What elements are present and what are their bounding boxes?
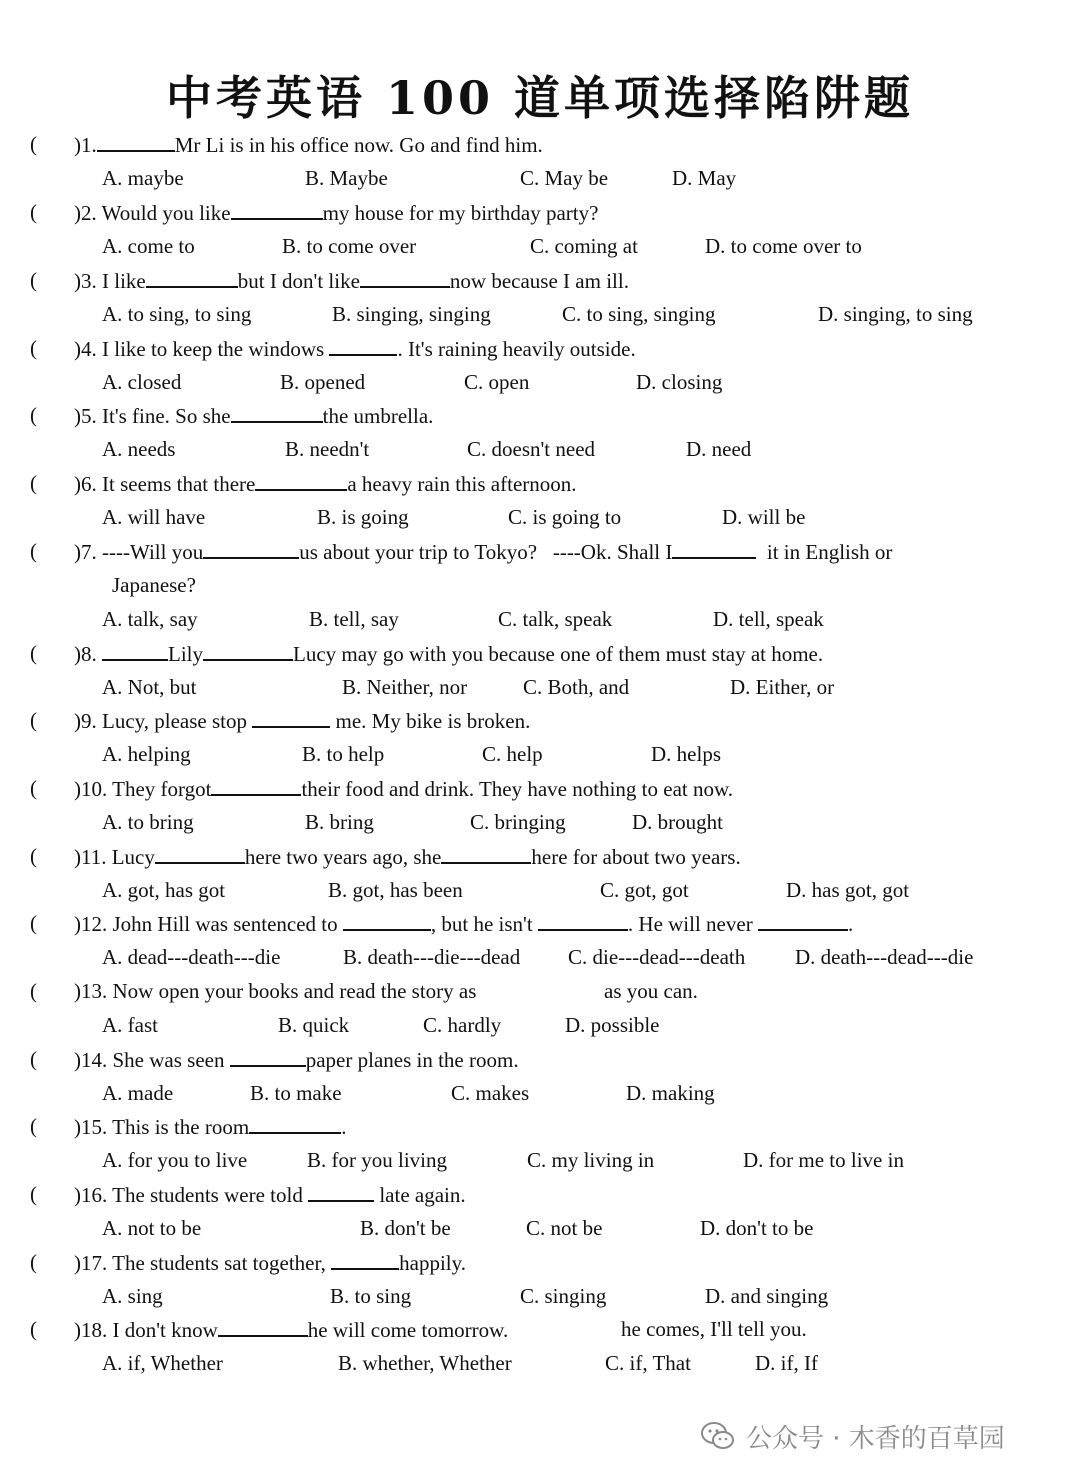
question-6 xyxy=(0,471,1080,505)
answer-bracket: ( xyxy=(30,641,37,665)
question-number: )1. xyxy=(74,133,97,157)
option-c: C. is going to xyxy=(508,505,622,529)
options-10 xyxy=(0,810,1080,844)
option-b: B. Maybe xyxy=(305,166,388,190)
option-b: B. quick xyxy=(278,1013,350,1037)
option-d: D. to come over to xyxy=(705,234,862,258)
options-17 xyxy=(0,1284,1080,1318)
option-d: D. and singing xyxy=(705,1284,829,1308)
option-d: D. will be xyxy=(722,505,806,529)
question-17 xyxy=(0,1250,1080,1284)
option-c: C. doesn't need xyxy=(467,437,596,461)
option-a: A. to sing, to sing xyxy=(102,302,252,326)
blank xyxy=(360,268,450,288)
option-b: B. bring xyxy=(305,810,374,834)
option-c: C. talk, speak xyxy=(498,607,613,631)
answer-bracket: ( xyxy=(30,471,37,495)
question-text: late again. xyxy=(379,1183,466,1207)
option-a: A. got, has got xyxy=(102,878,226,902)
option-a: A. dead---death---die xyxy=(102,945,281,969)
options-1 xyxy=(0,166,1080,200)
question-text: now because I am ill. xyxy=(449,269,629,293)
blank xyxy=(255,471,347,491)
blank xyxy=(538,911,628,931)
option-a: A. needs xyxy=(102,437,176,461)
question-text: he comes, I'll tell you. xyxy=(621,1317,807,1341)
option-c: C. to sing, singing xyxy=(562,302,716,326)
blank xyxy=(230,1047,306,1067)
option-d: D. possible xyxy=(565,1013,660,1037)
option-c: C. hardly xyxy=(423,1013,502,1037)
question-text: happily. xyxy=(399,1251,467,1275)
answer-bracket: ( xyxy=(30,336,37,360)
question-16 xyxy=(0,1182,1080,1216)
option-b: B. got, has been xyxy=(328,878,463,902)
options-3 xyxy=(0,302,1080,336)
option-d: D. brought xyxy=(632,810,723,834)
answer-bracket: ( xyxy=(30,403,37,427)
page-title: 中考英语 100 道单项选择陷阱题 xyxy=(165,71,915,125)
question-text: Mr Li is in his office now. Go and find him. xyxy=(174,133,543,157)
answer-bracket: ( xyxy=(30,776,37,800)
question-number: )3. I like xyxy=(74,269,146,293)
answer-bracket: ( xyxy=(30,979,37,1003)
options-14 xyxy=(0,1081,1080,1115)
option-b: B. to come over xyxy=(282,234,417,258)
answer-bracket: ( xyxy=(30,268,37,292)
watermark-text: 公众号 · 木香的百草园 xyxy=(746,1423,1005,1454)
options-5 xyxy=(0,437,1080,471)
question-text: . It's raining heavily outside. xyxy=(397,337,636,361)
blank xyxy=(211,776,301,796)
blank xyxy=(758,911,848,931)
question-3 xyxy=(0,268,1080,302)
answer-bracket: ( xyxy=(30,1317,37,1341)
question-10 xyxy=(0,776,1080,810)
option-d: D. death---dead---die xyxy=(795,945,974,969)
question-number: )10. They forgot xyxy=(74,777,212,801)
option-d: D. May xyxy=(672,166,737,190)
option-a: A. come to xyxy=(102,234,195,258)
option-a: A. to bring xyxy=(102,810,194,834)
options-2 xyxy=(0,234,1080,268)
question-text: Lily xyxy=(168,642,203,666)
blank xyxy=(441,844,531,864)
option-b: B. to make xyxy=(250,1081,342,1105)
blank xyxy=(146,268,238,288)
option-d: D. closing xyxy=(636,370,723,394)
option-a: A. helping xyxy=(102,742,191,766)
blank xyxy=(203,641,293,661)
option-d: D. tell, speak xyxy=(713,607,824,631)
option-a: A. if, Whether xyxy=(102,1351,223,1375)
question-number: )11. Lucy xyxy=(74,845,155,869)
question-text: ----Ok. Shall I xyxy=(552,540,673,564)
option-b: B. opened xyxy=(280,370,366,394)
option-c: C. got, got xyxy=(600,878,689,902)
blank xyxy=(97,132,175,152)
question-text: it in English or xyxy=(766,540,893,564)
option-a: A. will have xyxy=(102,505,206,529)
answer-bracket: ( xyxy=(30,1047,37,1071)
option-c: C. if, That xyxy=(605,1351,691,1375)
question-text: Japanese? xyxy=(112,573,196,597)
question-9 xyxy=(0,708,1080,742)
option-d: D. Either, or xyxy=(730,675,835,699)
options-8 xyxy=(0,675,1080,709)
question-number: )13. Now open your books and read the story as xyxy=(74,979,477,1003)
question-8 xyxy=(0,641,1080,675)
question-text: the umbrella. xyxy=(322,404,434,428)
option-d: D. has got, got xyxy=(786,878,910,902)
question-12 xyxy=(0,911,1080,945)
answer-bracket: ( xyxy=(30,1250,37,1274)
blank xyxy=(249,1114,341,1134)
option-d: D. need xyxy=(686,437,752,461)
option-b: B. for you living xyxy=(307,1148,447,1172)
answer-bracket: ( xyxy=(30,539,37,563)
question-text: but I don't like xyxy=(237,269,360,293)
option-b: B. to sing xyxy=(330,1284,412,1308)
question-number: )14. She was seen xyxy=(74,1048,225,1072)
question-number: )4. I like to keep the windows xyxy=(74,337,325,361)
option-b: B. don't be xyxy=(360,1216,451,1240)
options-15 xyxy=(0,1148,1080,1182)
option-a: A. closed xyxy=(102,370,182,394)
options-16 xyxy=(0,1216,1080,1250)
option-b: B. death---die---dead xyxy=(343,945,521,969)
answer-bracket: ( xyxy=(30,1114,37,1138)
question-text: paper planes in the room. xyxy=(305,1048,519,1072)
options-7 xyxy=(0,607,1080,641)
question-text: . xyxy=(341,1115,347,1139)
option-d: D. helps xyxy=(651,742,721,766)
question-7-continued xyxy=(0,573,1080,607)
question-text: . He will never xyxy=(627,912,753,936)
answer-bracket: ( xyxy=(30,200,37,224)
question-4 xyxy=(0,336,1080,370)
question-number: )12. John Hill was sentenced to xyxy=(74,912,338,936)
question-number: )15. This is the room xyxy=(74,1115,250,1139)
blank xyxy=(308,1182,374,1202)
option-b: B. Neither, nor xyxy=(342,675,468,699)
question-text: my house for my birthday party? xyxy=(322,201,599,225)
question-text: he will come tomorrow. xyxy=(307,1318,509,1342)
option-c: C. open xyxy=(464,370,530,394)
option-a: A. not to be xyxy=(102,1216,202,1240)
option-a: A. fast xyxy=(102,1013,158,1037)
option-c: C. coming at xyxy=(530,234,638,258)
option-a: A. sing xyxy=(102,1284,163,1308)
blank xyxy=(231,403,323,423)
question-11 xyxy=(0,844,1080,878)
blank xyxy=(343,911,431,931)
question-14 xyxy=(0,1047,1080,1081)
answer-bracket: ( xyxy=(30,911,37,935)
blank xyxy=(672,539,756,559)
watermark xyxy=(700,1418,1005,1454)
option-c: C. bringing xyxy=(470,810,566,834)
option-a: A. Not, but xyxy=(102,675,197,699)
question-13 xyxy=(0,979,1080,1013)
option-b: B. to help xyxy=(302,742,385,766)
options-9 xyxy=(0,742,1080,776)
options-6 xyxy=(0,505,1080,539)
question-text: here two years ago, she xyxy=(244,845,442,869)
question-1 xyxy=(0,132,1080,166)
answer-bracket: ( xyxy=(30,132,37,156)
question-5 xyxy=(0,403,1080,437)
answer-bracket: ( xyxy=(30,708,37,732)
question-text: us about your trip to Tokyo? xyxy=(299,540,538,564)
question-number: )7. ----Will you xyxy=(74,540,204,564)
option-c: C. makes xyxy=(451,1081,530,1105)
option-c: C. May be xyxy=(520,166,609,190)
question-number: )16. The students were told xyxy=(74,1183,303,1207)
question-text: here for about two years. xyxy=(531,845,741,869)
question-text: . xyxy=(847,912,854,936)
answer-bracket: ( xyxy=(30,1182,37,1206)
question-2 xyxy=(0,200,1080,234)
blank xyxy=(331,1250,399,1270)
option-c: C. not be xyxy=(526,1216,603,1240)
options-13 xyxy=(0,1013,1080,1047)
option-a: A. for you to live xyxy=(102,1148,248,1172)
question-number: )18. I don't know xyxy=(74,1318,218,1342)
question-18 xyxy=(0,1317,1080,1351)
blank xyxy=(231,200,323,220)
answer-bracket: ( xyxy=(30,844,37,868)
blank xyxy=(155,844,245,864)
option-a: A. talk, say xyxy=(102,607,198,631)
question-number: )17. The students sat together, xyxy=(74,1251,326,1275)
question-number: )8. xyxy=(74,642,97,666)
options-11 xyxy=(0,878,1080,912)
option-b: B. whether, Whether xyxy=(338,1351,512,1375)
blank xyxy=(252,708,330,728)
option-b: B. singing, singing xyxy=(332,302,491,326)
option-d: D. if, If xyxy=(755,1351,818,1375)
options-4 xyxy=(0,370,1080,404)
question-text: , but he isn't xyxy=(430,912,533,936)
option-b: B. is going xyxy=(317,505,409,529)
option-d: D. singing, to sing xyxy=(818,302,973,326)
question-number: )5. It's fine. So she xyxy=(74,404,231,428)
question-number: )9. Lucy, please stop xyxy=(74,709,248,733)
option-c: C. die---dead---death xyxy=(568,945,746,969)
option-c: C. Both, and xyxy=(523,675,630,699)
option-c: C. my living in xyxy=(527,1148,655,1172)
question-text: me. My bike is broken. xyxy=(335,709,531,733)
question-text: as you can. xyxy=(604,979,698,1003)
blank xyxy=(329,336,397,356)
blank xyxy=(218,1317,308,1337)
question-15 xyxy=(0,1114,1080,1148)
option-c: C. help xyxy=(482,742,543,766)
option-b: B. tell, say xyxy=(309,607,399,631)
blank xyxy=(203,539,299,559)
wechat-icon xyxy=(700,1421,736,1451)
option-b: B. needn't xyxy=(285,437,370,461)
question-text: their food and drink. They have nothing to eat now. xyxy=(301,777,734,801)
option-a: A. maybe xyxy=(102,166,184,190)
blank xyxy=(102,641,168,661)
option-d: D. for me to live in xyxy=(743,1148,904,1172)
option-c: C. singing xyxy=(520,1284,607,1308)
option-d: D. don't to be xyxy=(700,1216,814,1240)
option-d: D. making xyxy=(626,1081,715,1105)
question-number: )6. It seems that there xyxy=(74,472,256,496)
question-text: Lucy may go with you because one of them must stay at home. xyxy=(293,642,824,666)
option-a: A. made xyxy=(102,1081,174,1105)
options-18 xyxy=(0,1351,1080,1385)
options-12 xyxy=(0,945,1080,979)
question-text: a heavy rain this afternoon. xyxy=(347,472,577,496)
question-7 xyxy=(0,539,1080,573)
question-number: )2. Would you like xyxy=(74,201,231,225)
